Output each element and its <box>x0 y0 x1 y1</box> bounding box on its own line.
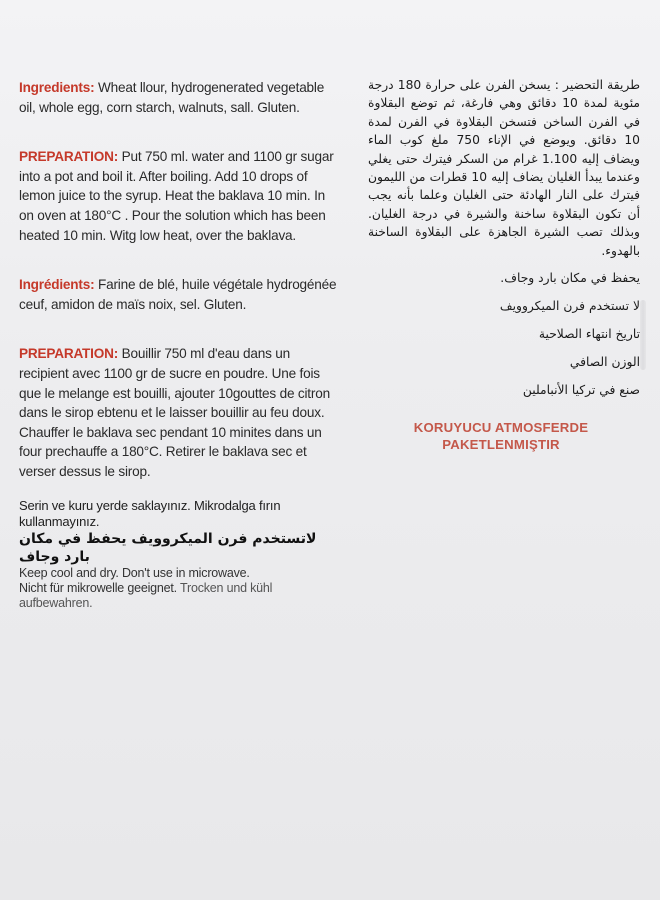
arabic-column <box>368 76 640 398</box>
storage-note-german-bold: Nicht für mikrowelle geeignet. <box>19 580 177 595</box>
storage-note-turkish: Serin ve kuru yerde saklayınız. Mikrodalga fırın kullanmayınız. <box>19 497 281 529</box>
arabic-expiry-date: تاريخ انتهاء الصلاحية <box>538 327 640 342</box>
english-preparation <box>19 147 341 245</box>
english-ingredients <box>19 78 341 117</box>
edge-seam <box>640 300 646 370</box>
french-preparation-text: Bouillir 750 ml d'eau dans un recipient avec 1100 gr de sucre en poudre. Une fois que le melange est bouilli, ajouter 10gouttes de citron dans le sirop ebtenu et le laisser bouillir au feu doux. Chauffer le baklava sec pendant 10 minites dans un four prechauffe a 180°C. Retirer le baklava sec et verser dessus le sirop. <box>19 346 330 479</box>
french-ingredients-text: Farine de blé, huile végétale hydrogénée ceuf, amidon de maïs noix, sel. Gluten. <box>19 277 337 312</box>
packaging-notice <box>372 420 630 453</box>
english-preparation-label: PREPARATION: <box>19 149 119 165</box>
arabic-preparation: طريقة التحضير : يسخن الفرن على حرارة 180 درجة مئوية لمدة 10 دقائق وهي فارغة، ثم توضع البقلاوة في الفرن الساخن فتسخن البقلاوة في الفرن لمدة 10 دقائق. ويوضع في الإناء 750 ملغ كوب الماء ويضاف إليه 1.100 غرام من السكر فيترك حتى يغلي وعندما يبدأ الغليان يضاف إليه 10 قطرات من الليمون فيترك على النار الهادئة حتى الغليان وعلما بأنه يجب أن تكون البقلاوة ساخنة والشيرة في درجة الغليان. وبذلك تصب الشيرة الجاهزة على البقلاوة الساخنة بالهدوء. <box>368 78 640 258</box>
left-column <box>19 78 341 611</box>
storage-note-arabic: لاتستخدم فرن الميكروويف يحفظ في مكان بارد وجاف <box>19 530 317 565</box>
packaging-line-2: PAKETLENMIŞTIR <box>442 436 560 452</box>
english-ingredients-label: Ingredients: <box>19 80 95 95</box>
arabic-net-weight: الوزن الصافي <box>569 355 640 370</box>
french-ingredients-label: Ingrédients: <box>19 277 95 293</box>
arabic-no-microwave: لا تستخدم فرن الميكروويف <box>499 299 640 314</box>
arabic-keep-cool: يحفظ في مكان بارد وجاف. <box>500 271 640 286</box>
arabic-made-in: صنع في تركيا الأنباملين <box>522 383 640 398</box>
storage-note-english: Keep cool and dry. Don't use in microwave. <box>19 565 250 580</box>
english-preparation-text: Put 750 ml. water and 1100 gr sugar into a pot and boil it. After boiling. Add 10 drops of lemon juice to the syrup. Heat the baklava 10 min. In on oven at 180°C . Pour the solution which has been heated 10 min. Witg low heat, over the baklava. <box>19 149 334 243</box>
storage-note-german-rest: Trocken und kühl aufbewahren. <box>19 580 273 610</box>
english-ingredients-text: Wheat llour, hydrogenerated vegetable oil, whole egg, corn starch, walnuts, sall. Gluten. <box>19 80 325 115</box>
packaging-line-1: KORUYUCU ATMOSFERDE <box>413 420 589 435</box>
storage-note-german <box>19 581 341 611</box>
french-preparation-label: PREPARATION: <box>19 346 119 362</box>
french-ingredients <box>19 275 341 314</box>
french-preparation <box>19 344 341 481</box>
